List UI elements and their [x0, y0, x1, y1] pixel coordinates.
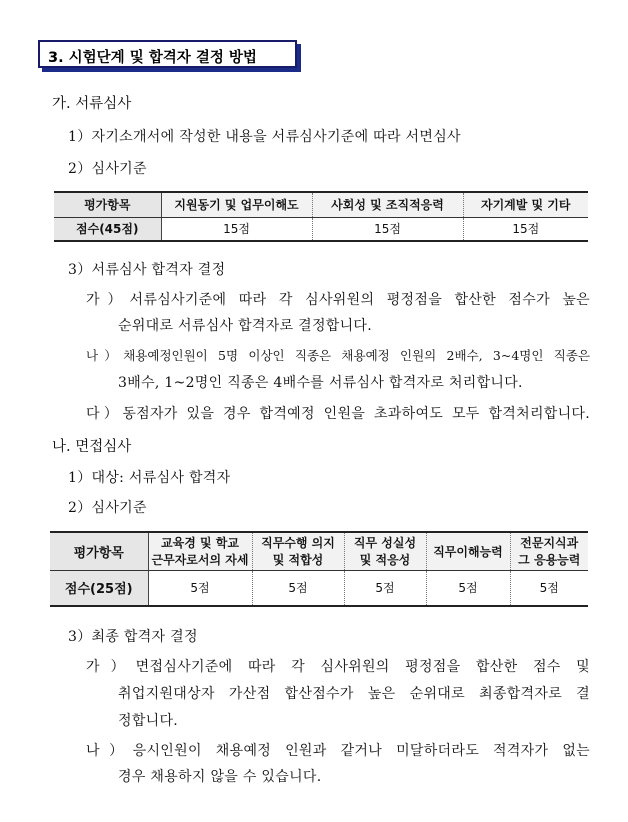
table-row-label: 점수(25점): [50, 570, 148, 606]
interview-item-2: 2）심사기준: [68, 500, 147, 516]
table-cell: 15점: [223, 222, 250, 237]
table-cell: 15점: [312, 217, 463, 241]
table-header-line: 근무자로서의 자세: [151, 553, 249, 568]
interview-item-3: 3）최종 합격자 결정: [68, 629, 198, 645]
table-row-label: 점수(45점): [54, 217, 161, 241]
interview-sub-b-line-1: 나）응시인원이 채용예정 인원과 같거나 미달하더라도 적격자가 없는: [86, 743, 590, 759]
interview-criteria-table: [50, 531, 588, 607]
table-header-line: 직무이해능력: [433, 544, 503, 559]
document-review-item-2: 2）심사기준: [68, 161, 147, 177]
document-review-sub-a-line-1: 가）서류심사기준에 따라 각 심사위원의 평정점을 합산한 점수가 높은: [86, 292, 590, 308]
document-review-criteria-table: [54, 191, 588, 242]
table-header-cell: 평가항목: [54, 192, 161, 217]
document-review-heading: 가. 서류심사: [52, 96, 132, 112]
table-header-cell: 자기계발 및 기타: [463, 192, 588, 217]
table-cell: 5점: [252, 570, 344, 606]
table-header-line: 전문지식과: [520, 536, 579, 551]
table-header-line: 직무수행 의지: [261, 536, 335, 551]
table-cell: 15점: [463, 217, 588, 241]
document-review-item-1: 1）자기소개서에 작성한 내용을 서류심사기준에 따라 서면심사: [68, 129, 461, 145]
table-header-cell: [148, 532, 252, 570]
section-title: 3. 시험단계 및 합격자 결정 방법: [38, 40, 297, 68]
document-review-sub-c: 다）동점자가 있을 경우 합격예정 인원을 초과하여도 모두 합격처리합니다.: [86, 406, 590, 422]
interview-sub-a-line-1: 가）면접심사기준에 따라 각 심사위원의 평정점을 합산한 점수 및: [86, 659, 590, 675]
table-row: [50, 570, 588, 606]
table-cell: 5점: [344, 570, 426, 606]
table-header-row: [50, 532, 588, 570]
table-header-cell: [344, 532, 426, 570]
interview-sub-a-line-3: 정합니다.: [118, 713, 179, 729]
table-header-cell: 지원동기 및 업무이해도: [161, 192, 312, 217]
interview-heading: 나. 면접심사: [52, 439, 132, 455]
table-cell: 5점: [190, 581, 210, 596]
table-cell: 5점: [510, 570, 588, 606]
table-header-line: 그 응용능력: [518, 553, 581, 568]
table-header-cell: 평가항목: [50, 532, 148, 570]
interview-sub-a-line-2: 취업지원대상자 가산점 합산점수가 높은 순위대로 최종합격자로 결: [118, 686, 590, 702]
table-header-line: 직무 성실성: [353, 536, 417, 551]
interview-sub-b-line-2: 경우 채용하지 않을 수 있습니다.: [118, 769, 322, 785]
table-header-cell: [426, 532, 510, 570]
table-header-cell: [252, 532, 344, 570]
table-cell: 5점: [426, 570, 510, 606]
document-review-sub-b-line-2: 3배수, 1~2명인 직종은 4배수를 서류심사 합격자로 처리합니다.: [118, 375, 523, 391]
table-row: [54, 217, 588, 241]
table-header-line: 교육경 및 학교: [161, 536, 239, 551]
table-header-line: 및 적합성: [272, 553, 324, 568]
interview-item-1: 1）대상: 서류심사 합격자: [68, 470, 231, 486]
document-review-sub-b-line-1: 나）채용예정인원이 5명 이상인 직종은 채용예정 인원의 2배수, 3~4명인 직종은: [86, 348, 590, 363]
document-review-sub-a-line-2: 순위대로 서류심사 합격자로 결정합니다.: [118, 318, 373, 334]
table-header-line: 및 적응성: [359, 553, 411, 568]
table-header-cell: [510, 532, 588, 570]
table-header-row: [54, 192, 588, 217]
table-header-cell: 사회성 및 조직적응력: [312, 192, 463, 217]
document-review-item-3: 3）서류심사 합격자 결정: [68, 262, 226, 278]
